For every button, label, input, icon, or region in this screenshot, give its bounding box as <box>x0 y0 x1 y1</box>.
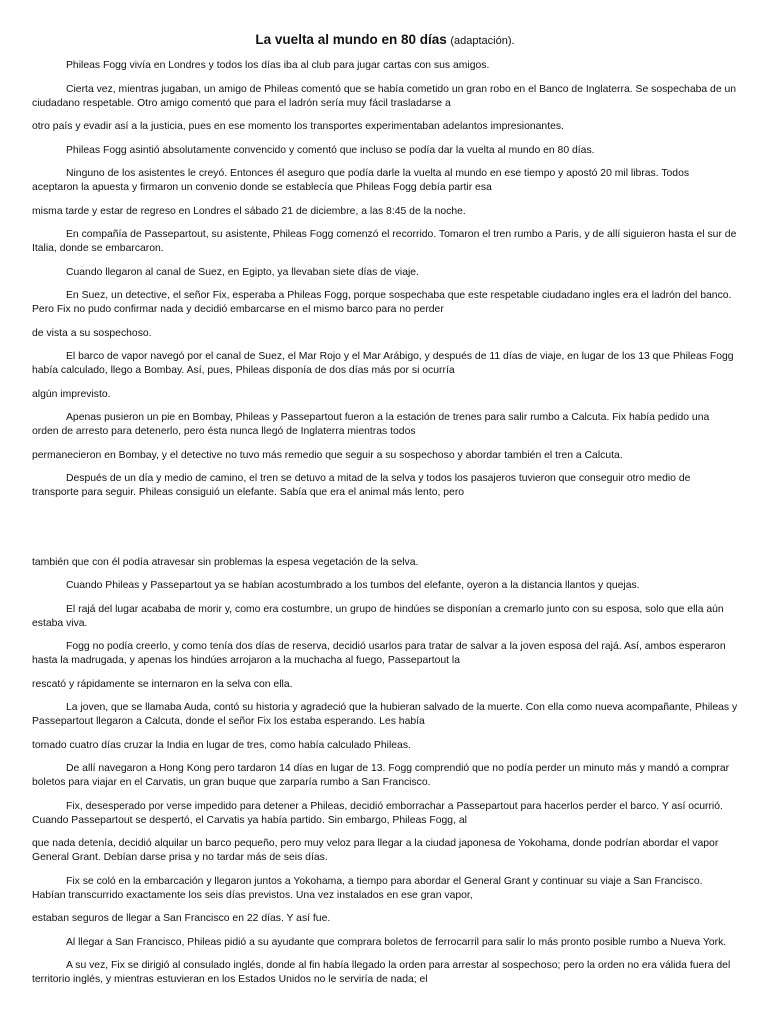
paragraph: En Suez, un detective, el señor Fix, esperaba a Phileas Fogg, porque sospechaba que este respetable ciudadano ingles era el ladrón del banco. Pero Fix no pudo confirmar nada y decidió embarcarse en el mismo barco para no perder <box>32 290 732 315</box>
paragraph: De allí navegaron a Hong Kong pero tardaron 14 días en lugar de 13. Fogg comprendió que no podía perder un minuto más y mandó a comprar boletos para viajar en el Carvatis, un gran buque que zarparía rumbo a San Francisco. <box>32 763 730 788</box>
paragraph: Apenas pusieron un pie en Bombay, Phileas y Passepartout fueron a la estación de trenes para salir rumbo a Calcuta. Fix había pedido una orden de arresto para detenerlo, pero ésta nunca llegó de Inglaterra mientras todos <box>32 412 710 437</box>
paragraph: también que con él podía atravesar sin problemas la espesa vegetación de la selva. <box>32 556 419 568</box>
paragraph: otro país y evadir así a la justicia, pues en ese momento los transportes experimentaban adelantos impresionantes. <box>32 121 564 132</box>
paragraph: estaban seguros de llegar a San Francisco en 22 días. Y así fue. <box>32 913 331 924</box>
paragraph: Phileas Fogg vivía en Londres y todos los días iba al club para jugar cartas con sus amigos. <box>66 60 490 71</box>
paragraph: permanecieron en Bombay, y el detective no tuvo más remedio que seguir a su sospechoso y abordar también el tren a Calcuta. <box>32 449 623 461</box>
paragraph: misma tarde y estar de regreso en Londres el sábado 21 de diciembre, a las 8:45 de la noche. <box>32 205 466 217</box>
paragraph: Cuando llegaron al canal de Suez, en Egipto, ya llevaban siete días de viaje. <box>66 266 419 278</box>
paragraph: tomado cuatro días cruzar la India en lugar de tres, como había calculado Phileas. <box>32 739 411 751</box>
paragraph: Fogg no podía creerlo, y como tenía dos días de reserva, decidió usarlos para tratar de salvar a la joven esposa del rajá. Así, ambos esperaron hasta la madrugada, y apenas los hindúes arrojaron a la muchacha al fuego, Passepartout la <box>32 641 726 666</box>
title-main: La vuelta al mundo en 80 días <box>255 32 447 47</box>
paragraph: Fix, desesperado por verse impedido para detener a Phileas, decidió emborrachar a Passepartout para hacerlos perder el barco. Y así ocurrió. Cuando Passepartout se despertó, el Carvatis ya había partido. Sin embargo, Phileas Fogg, al <box>32 800 723 826</box>
paragraph: algún imprevisto. <box>32 388 111 400</box>
paragraph: rescató y rápidamente se internaron en la selva con ella. <box>32 678 293 690</box>
paragraph: El barco de vapor navegó por el canal de Suez, el Mar Rojo y el Mar Arábigo, y después de 11 días de viaje, en lugar de los 13 que Phileas Fogg había calculado, llego a Bombay. Así, pues, Phileas disponía de dos días más por si ocurría <box>32 351 734 376</box>
paragraph: que nada detenía, decidió alquilar un barco pequeño, pero muy veloz para llegar a la ciudad japonesa de Yokohama, donde podrían abordar el vapor General Grant. Debían darse prisa y no tardar más de seis días. <box>32 838 719 863</box>
paragraph: En compañía de Passepartout, su asistente, Phileas Fogg comenzó el recorrido. Tomaron el tren rumbo a Paris, y de allí siguieron hasta el sur de Italia, donde se embarcaron. <box>32 229 737 254</box>
paragraph: Cuando Phileas y Passepartout ya se habían acostumbrado a los tumbos del elefante, oyeron a la distancia llantos y quejas. <box>66 580 640 591</box>
document-title <box>32 32 738 47</box>
paragraph: El rajá del lugar acababa de morir y, como era costumbre, un grupo de hindúes se disponían a cremarlo junto con su esposa, solo que ella aún estaba viva. <box>32 603 724 629</box>
paragraph: Después de un día y medio de camino, el tren se detuvo a mitad de la selva y todos los pasajeros tuvieron que conseguir otro medio de transporte para seguir. Phileas consiguió un elefante. Sabía que era el animal más lento, pero <box>32 473 691 498</box>
paragraph: de vista a su sospechoso. <box>32 327 152 339</box>
title-subtitle: (adaptación). <box>450 35 515 47</box>
paragraph: Ninguno de los asistentes le creyó. Entonces él aseguro que podía darle la vuelta al mundo en ese tiempo y apostó 20 mil libras. Todos aceptaron la apuesta y firmaron un convenio donde se establecía que Phileas Fogg debía partir esa <box>32 168 690 193</box>
paragraph: Phileas Fogg asintió absolutamente convencido y comentó que incluso se podía dar la vuelta al mundo en 80 días. <box>66 144 595 156</box>
paragraph: Fix se coló en la embarcación y llegaron juntos a Yokohama, a tiempo para abordar el General Grant y continuar su viaje a San Francisco. Habían transcurrido exactamente los seis días previstos. Una vez instalados en ese gran vapor, <box>32 875 703 901</box>
page-break-gap <box>32 510 738 556</box>
paragraph: A su vez, Fix se dirigió al consulado inglés, donde al fin había llegado la orden para arrestar al sospechoso; pero la orden no era válida fuera del territorio inglés, y mientras estuvieran en los Estados Unidos no le serviría de nada; el <box>32 960 731 985</box>
paragraph: Al llegar a San Francisco, Phileas pidió a su ayudante que comprara boletos de ferrocarril para salir lo más pronto posible rumbo a Nueva York. <box>66 936 727 948</box>
paragraph: Cierta vez, mientras jugaban, un amigo de Phileas comentó que se había cometido un gran robo en el Banco de Inglaterra. Se sospechaba de un ciudadano respetable. Otro amigo comentó que para el ladrón sería muy fácil trasladarse a <box>32 83 737 109</box>
paragraph: La joven, que se llamaba Auda, contó su historia y agradeció que la hubieran salvado de la muerte. Con ella como nueva acompañante, Phileas y Passepartout llegaron a Calcuta, donde el señor Fix los estaba esperando. Les había <box>32 702 738 727</box>
